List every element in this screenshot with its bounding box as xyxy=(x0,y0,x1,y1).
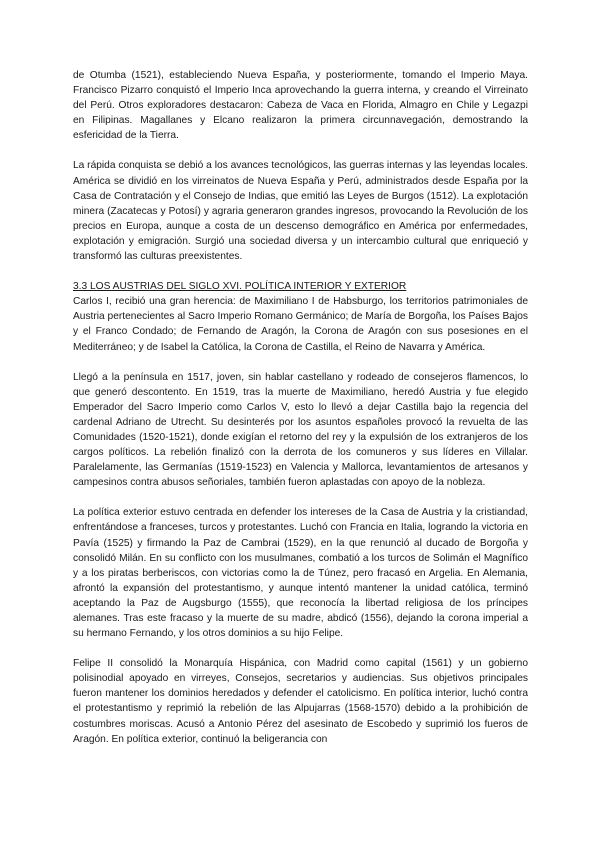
paragraph-spacer xyxy=(73,490,528,505)
paragraph-spacer xyxy=(73,355,528,370)
paragraph-conquest-causes: La rápida conquista se debió a los avances tecnológicos, las guerras internas y las leyendas locales. América se dividió en los virreinatos de Nueva España y Perú, administrados desde España por la Casa de Contratación y el Consejo de Indias, que emitió las Leyes de Burgos (1512). La explotación minera (Zacatecas y Potosí) y agraria generaron grandes ingresos, provocando la Revolución de los precios en Europa, aunque a costa de un descenso demográfico en América por enfermedades, explotación y emigración. Surgió una sociedad diversa y un intercambio cultural que enriqueció y transformó las culturas preexistentes. xyxy=(73,160,528,263)
document-page xyxy=(73,68,528,747)
paragraph-foreign-policy: La política exterior estuvo centrada en defender los intereses de la Casa de Austria y la cristiandad, enfrentándose a franceses, turcos y protestantes. Luchó con Francia en Italia, logrando la victoria en Pavía (1525) y firmando la Paz de Cambrai (1529), en la que renunció al ducado de Borgoña y consolidó Milán. En su conflicto con los musulmanes, combatió a los turcos de Solimán el Magnífico y a los piratas berberiscos, con victorias como la de Túnez, pero fracasó en Argelia. En Alemania, afrontó la expansión del protestantismo, y aunque intentó mantener la unidad católica, terminó aceptando la Paz de Augsburgo (1555), que reconocía la libertad religiosa de los príncipes alemanes. Tras este fracaso y la muerte de su madre, abdicó (1556), dejando la corona imperial a su hermano Fernando, y los otros dominios a su hijo Felipe. xyxy=(73,507,528,640)
paragraph-comunidades-germanias: Llegó a la península en 1517, joven, sin hablar castellano y rodeado de consejeros flamencos, lo que generó descontento. En 1519, tras la muerte de Maximiliano, heredó Austria y fue elegido Emperador del Sacro Imperio como Carlos V, esto lo llevó a dejar Castilla bajo la regencia del cardenal Adriano de Utrecht. Su desinterés por los asuntos españoles provocó la revuelta de las Comunidades (1520-1521), donde exigían el retorno del rey y la expulsión de los extranjeros de los cargos políticos. La rebelión finalizó con la derrota de los comuneros y sus líderes en Villalar. Paralelamente, las Germanías (1519-1523) en Valencia y Mallorca, levantamientos de artesanos y campesinos contra abusos señoriales, también fueron aplastadas con apoyo de la nobleza. xyxy=(73,371,528,489)
paragraph-carlos-inheritance: Carlos I, recibió una gran herencia: de Maximiliano I de Habsburgo, los territorios patrimoniales de Austria pertenecientes al Sacro Imperio Romano Germánico; de María de Borgoña, los Países Bajos y el Franco Condado; de Fernando de Aragón, la Corona de Aragón con sus posesiones en el Mediterráneo; y de Isabel la Católica, la Corona de Castilla, el Reino de Navarra y América. xyxy=(73,296,528,353)
paragraph-spacer xyxy=(73,143,528,158)
paragraph-conquest-mexico-peru: de Otumba (1521), estableciendo Nueva España, y posteriormente, tomando el Imperio Maya. Francisco Pizarro conquistó el Imperio Inca aprovechando la guerra interna, y creando el Virreinato del Perú. Otros exploradores destacaron: Cabeza de Vaca en Florida, Almagro en Chile y Legazpi en Filipinas. Magallanes y Elcano realizaron la primera circunnavegación, demostrando la esfericidad de la Tierra. xyxy=(73,70,528,142)
paragraph-felipe-ii: Felipe II consolidó la Monarquía Hispánica, con Madrid como capital (1561) y un gobierno polisinodial apoyado en virreyes, Consejos, secretarios y audiencias. Sus objetivos principales fueron mantener los dominios heredados y defender el catolicismo. En política interior, luchó contra el protestantismo y reprimió la rebelión de las Alpujarras (1568-1570) debido a la prohibición de costumbres moriscas. Acusó a Antonio Pérez del asesinato de Escobedo y suprimió los fueros de Aragón. En política exterior, continuó la beligerancia con xyxy=(73,658,528,745)
paragraph-spacer xyxy=(73,641,528,656)
paragraph-spacer xyxy=(73,264,528,279)
section-heading: 3.3 LOS AUSTRIAS DEL SIGLO XVI. POLÍTICA INTERIOR Y EXTERIOR xyxy=(73,281,407,293)
